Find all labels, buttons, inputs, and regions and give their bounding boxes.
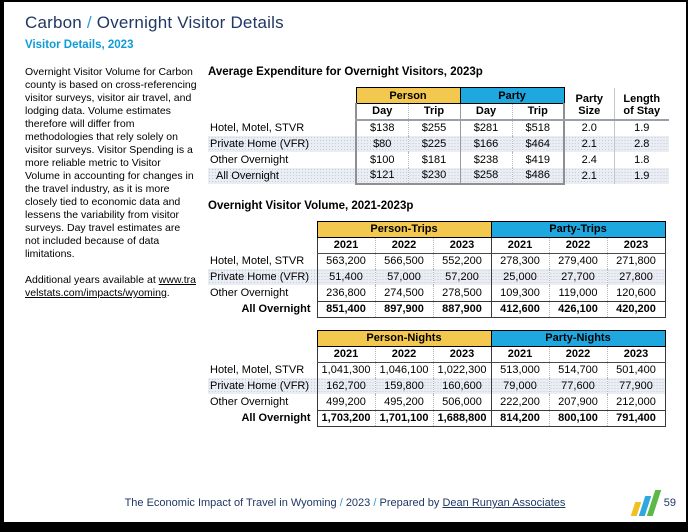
row-label: Hotel, Motel, STVR: [210, 121, 305, 134]
table-cell: 212,000: [607, 394, 665, 410]
title-county: Carbon: [25, 13, 82, 32]
row-label: Other Overnight: [210, 396, 289, 408]
year-header: 2023: [433, 346, 491, 362]
title-separator: /: [86, 13, 92, 32]
table-cell: 514,700: [549, 362, 607, 378]
dean-runyan-link[interactable]: Dean Runyan Associates: [442, 497, 566, 509]
expenditure-heading: Average Expenditure for Overnight Visitors, 2023p: [208, 66, 483, 78]
page-footer: [4, 488, 686, 518]
dean-runyan-logo-icon: [633, 489, 657, 516]
year-header: 2022: [375, 237, 433, 253]
table-cell: 77,600: [549, 378, 607, 394]
table-row: [208, 362, 665, 378]
footer-prepared-by: Prepared by: [379, 497, 440, 509]
table-cell: 563,200: [317, 253, 375, 269]
table-cell: $419: [512, 152, 564, 168]
table-cell: 1,703,200: [317, 410, 375, 426]
table-cell: 274,500: [375, 285, 433, 301]
travelstats-link[interactable]: www.travelstats.com/impacts/wyoming: [25, 274, 197, 299]
table-cell: 207,900: [549, 394, 607, 410]
party-trips-header: Party-Trips: [491, 221, 665, 237]
col-header-party-day: Day: [460, 104, 512, 120]
table-cell: 160,600: [433, 378, 491, 394]
table-cell: $281: [460, 120, 512, 136]
table-row: [208, 136, 669, 152]
table-cell: 51,400: [317, 269, 375, 285]
year-header: 2023: [607, 346, 665, 362]
table-cell: 420,200: [607, 301, 665, 317]
table-cell: 119,000: [549, 285, 607, 301]
year-header: 2021: [491, 346, 549, 362]
party-group-header: Party: [460, 88, 564, 104]
year-header: 2021: [317, 237, 375, 253]
tables-column: [208, 66, 670, 439]
table-cell: 426,100: [549, 301, 607, 317]
row-label: Hotel, Motel, STVR: [210, 255, 305, 267]
row-label: All Overnight: [241, 412, 311, 424]
table-cell: 513,000: [491, 362, 549, 378]
length-line2: of Stay: [623, 104, 661, 117]
table-cell: 278,300: [491, 253, 549, 269]
year-header: 2022: [375, 346, 433, 362]
party-size-line1: Party: [575, 92, 604, 105]
table-cell: $225: [408, 136, 460, 152]
year-header: 2022: [549, 237, 607, 253]
table-cell: $181: [408, 152, 460, 168]
col-header-person-day: Day: [356, 104, 408, 120]
table-row: [208, 120, 669, 136]
table-cell: 887,900: [433, 301, 491, 317]
table-cell: $138: [356, 120, 408, 136]
person-trips-header: Person-Trips: [317, 221, 491, 237]
table-cell: 1,022,300: [433, 362, 491, 378]
party-size-header: [564, 88, 614, 120]
table-cell: 159,800: [375, 378, 433, 394]
table-cell: 2.4: [581, 153, 597, 166]
nights-table: [208, 330, 666, 427]
table-row: [208, 253, 665, 269]
table-cell: $464: [512, 136, 564, 152]
nights-group-header-row: [208, 330, 665, 346]
methodology-note: Overnight Visitor Volume for Carbon county is based on cross-referencing visitor surveys, visitor air travel, and lodging data. Volume estimates therefore will differ from methodologies that rely solely on visitor surveys. Visitor Spending is a more reliable metric to Visitor Volume in accounting for changes in the travel industry, as it is more closely tied to economic data and lessens the variability from visitor surveys. Day travel estimates are not included because of data limitations.: [25, 66, 197, 260]
table-row: [208, 168, 669, 184]
table-cell: 2.8: [614, 136, 669, 152]
table-cell: $258: [460, 168, 512, 184]
length-line1: Length: [623, 92, 661, 105]
table-cell: $486: [512, 168, 564, 184]
footer-text: [4, 488, 686, 518]
table-cell: 57,000: [375, 269, 433, 285]
page-number: 59: [663, 496, 676, 509]
year-header: 2023: [607, 237, 665, 253]
table-cell: 412,600: [491, 301, 549, 317]
table-row: [208, 152, 669, 168]
table-cell: 1.9: [614, 168, 669, 184]
col-header-person-trip: Trip: [408, 104, 460, 120]
party-nights-header: Party-Nights: [491, 330, 665, 346]
table-cell: 279,400: [549, 253, 607, 269]
table-cell: 495,200: [375, 394, 433, 410]
table-cell: 2.1: [564, 168, 614, 184]
row-label: Other Overnight: [210, 287, 289, 299]
table-cell: 1,041,300: [317, 362, 375, 378]
length-of-stay-header: [614, 88, 669, 120]
table-cell: 1,046,100: [375, 362, 433, 378]
row-label: All Overnight: [208, 168, 356, 184]
table-cell: 501,400: [607, 362, 665, 378]
table-cell: $230: [408, 168, 460, 184]
table-cell: $166: [460, 136, 512, 152]
table-cell: 851,400: [317, 301, 375, 317]
table-cell: 271,800: [607, 253, 665, 269]
trips-table: [208, 221, 666, 318]
table-cell: 499,200: [317, 394, 375, 410]
table-cell: $121: [356, 168, 408, 184]
table-cell: 27,700: [549, 269, 607, 285]
nights-year-row: [208, 346, 665, 362]
table-cell: $238: [460, 152, 512, 168]
footer-separator: /: [373, 497, 377, 509]
page-header: [4, 2, 686, 51]
table-row: [208, 378, 665, 394]
footer-report-title: The Economic Impact of Travel in Wyoming: [124, 497, 337, 509]
row-label: Private Home (VFR): [208, 136, 356, 152]
year-header: 2023: [433, 237, 491, 253]
table-cell: $255: [408, 120, 460, 136]
row-label: Other Overnight: [210, 153, 289, 166]
additional-years-period: .: [166, 287, 170, 299]
table-cell: 162,700: [317, 378, 375, 394]
table-row: [208, 269, 665, 285]
footer-year: 2023: [345, 497, 371, 509]
total-row: [208, 410, 665, 426]
table-row: [208, 285, 665, 301]
expenditure-table: [208, 87, 669, 185]
title-section: Overnight Visitor Details: [96, 13, 284, 32]
row-label: Hotel, Motel, STVR: [210, 364, 305, 376]
person-nights-header: Person-Nights: [317, 330, 491, 346]
year-header: 2022: [549, 346, 607, 362]
trips-year-row: [208, 237, 665, 253]
table-cell: 2.1: [564, 136, 614, 152]
table-cell: 552,200: [433, 253, 491, 269]
table-cell: 77,900: [607, 378, 665, 394]
table-row: [208, 394, 665, 410]
person-group-header: Person: [356, 88, 460, 104]
page-subtitle: Visitor Details, 2023: [25, 39, 134, 51]
table-cell: 1.9: [614, 120, 669, 136]
col-header-party-trip: Trip: [512, 104, 564, 120]
table-cell: 2.0: [581, 122, 597, 134]
content-area: [25, 66, 686, 439]
footer-separator: /: [339, 497, 343, 509]
table-cell: 120,600: [607, 285, 665, 301]
table-cell: 814,200: [491, 410, 549, 426]
table-cell: 109,300: [491, 285, 549, 301]
year-header: 2021: [317, 346, 375, 362]
table-cell: $518: [512, 120, 564, 136]
table-cell: 79,000: [491, 378, 549, 394]
table-cell: 897,900: [375, 301, 433, 317]
row-label: Private Home (VFR): [208, 378, 317, 394]
total-row: [208, 301, 665, 317]
table-cell: 57,200: [433, 269, 491, 285]
table-cell: $100: [356, 152, 408, 168]
table-cell: 222,200: [491, 394, 549, 410]
table-cell: 800,100: [549, 410, 607, 426]
page-title: [25, 13, 686, 33]
row-label: Private Home (VFR): [208, 269, 317, 285]
table-cell: $80: [356, 136, 408, 152]
table-cell: 1,701,100: [375, 410, 433, 426]
party-size-line2: Size: [578, 104, 601, 117]
table-cell: 566,500: [375, 253, 433, 269]
footer-right: [633, 489, 676, 516]
year-header: 2021: [491, 237, 549, 253]
volume-heading: Overnight Visitor Volume, 2021-2023p: [208, 199, 414, 212]
table-cell: 506,000: [433, 394, 491, 410]
table-cell: 27,800: [607, 269, 665, 285]
additional-years-intro: Additional years available at: [25, 274, 156, 286]
notes-column: [25, 66, 197, 439]
table-cell: 278,500: [433, 285, 491, 301]
table-cell: 791,400: [607, 410, 665, 426]
table-cell: 1,688,800: [433, 410, 491, 426]
table-cell: 25,000: [491, 269, 549, 285]
expenditure-group-header-row: [208, 88, 669, 104]
trips-group-header-row: [208, 221, 665, 237]
table-cell: 236,800: [317, 285, 375, 301]
additional-years-note: [25, 274, 197, 300]
row-label: All Overnight: [241, 303, 311, 315]
table-cell: 1.8: [614, 152, 669, 168]
